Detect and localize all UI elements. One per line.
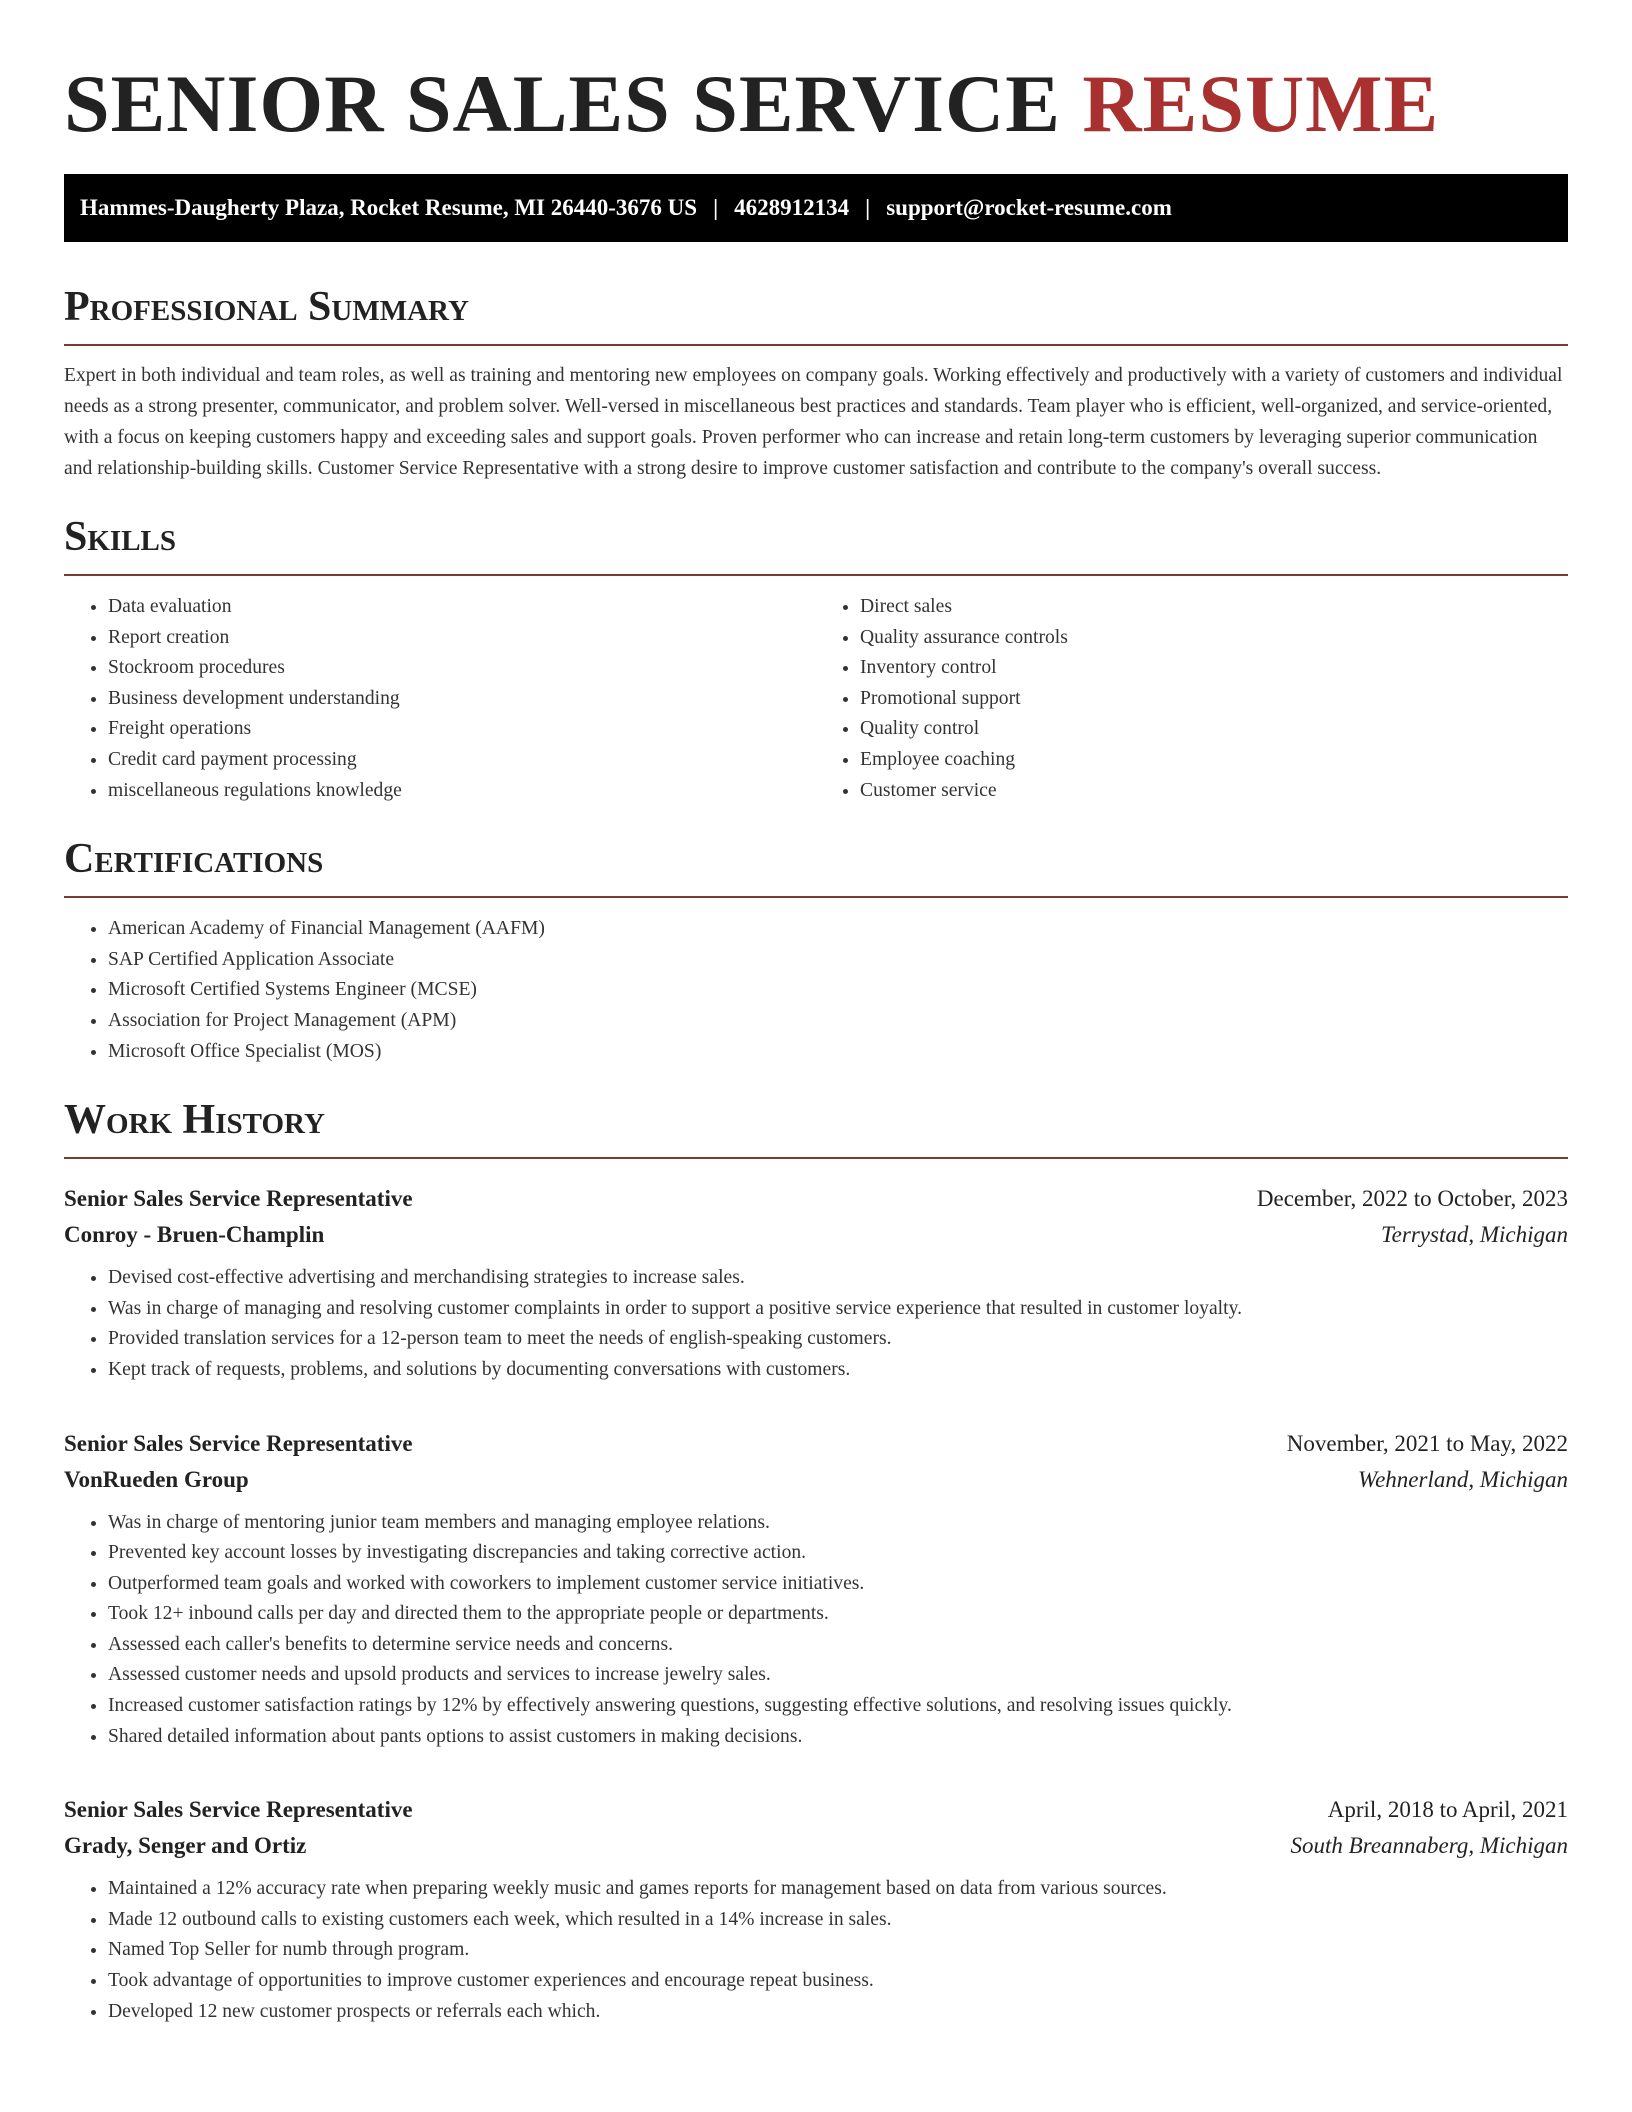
skill-item: • Quality assurance controls: [860, 623, 1568, 654]
job-company-row: [64, 1462, 1568, 1498]
skill-item: • Employee coaching: [860, 745, 1568, 776]
certification-item: • Microsoft Office Specialist (MOS): [108, 1037, 1568, 1068]
work-history-heading: Work History: [64, 1095, 1568, 1159]
skills-heading: Skills: [64, 512, 1568, 576]
skill-item: • Inventory control: [860, 653, 1568, 684]
skill-item: • Quality control: [860, 714, 1568, 745]
job-entry: [64, 1792, 1568, 2027]
job-location: Terrystad, Michigan: [1381, 1222, 1568, 1248]
certifications-section: [64, 834, 1568, 1067]
skill-item: • Promotional support: [860, 684, 1568, 715]
job-bullets: [64, 1508, 1568, 1753]
certification-item: • SAP Certified Application Associate: [108, 945, 1568, 976]
job-company: Conroy - Bruen-Champlin: [64, 1222, 325, 1248]
skills-list-right: [816, 592, 1568, 806]
job-bullets: [64, 1263, 1568, 1385]
job-bullet: • Shared detailed information about pants options to assist customers in making decisions.: [108, 1722, 1568, 1753]
job-location: South Breannaberg, Michigan: [1290, 1833, 1568, 1859]
skill-item: • Direct sales: [860, 592, 1568, 623]
resume-page: [64, 0, 1568, 2027]
contact-email: support@rocket-resume.com: [886, 195, 1172, 220]
job-location: Wehnerland, Michigan: [1358, 1466, 1568, 1492]
job-bullet: • Maintained a 12% accuracy rate when preparing weekly music and games reports for management based on data from various sources.: [108, 1874, 1568, 1905]
job-bullet: • Kept track of requests, problems, and solutions by documenting conversations with customers.: [108, 1355, 1568, 1386]
contact-address: Hammes-Daugherty Plaza, Rocket Resume, MI 26440-3676 US: [80, 195, 698, 220]
job-bullets: [64, 1874, 1568, 2027]
work-history-section: [64, 1095, 1568, 2027]
job-bullet: • Was in charge of mentoring junior team members and managing employee relations.: [108, 1508, 1568, 1539]
certifications-list: [64, 914, 1568, 1067]
skill-item: • Report creation: [108, 623, 816, 654]
job-entry: [64, 1426, 1568, 1753]
job-bullet: • Made 12 outbound calls to existing customers each week, which resulted in a 14% increase in sales.: [108, 1905, 1568, 1936]
skills-grid: [64, 576, 1568, 806]
contact-separator: |: [865, 195, 871, 220]
job-company: VonRueden Group: [64, 1466, 249, 1492]
job-bullet: • Provided translation services for a 12-person team to meet the needs of english-speaking customers.: [108, 1324, 1568, 1355]
job-dates: December, 2022 to October, 2023: [1256, 1186, 1568, 1212]
skills-list-left: [64, 592, 816, 806]
job-bullet: • Named Top Seller for numb through program.: [108, 1935, 1568, 1966]
professional-summary-heading: Professional Summary: [64, 282, 1568, 346]
certifications-heading: Certifications: [64, 834, 1568, 898]
job-company-row: [64, 1828, 1568, 1864]
job-bullet: • Prevented key account losses by investigating discrepancies and taking corrective action.: [108, 1538, 1568, 1569]
certification-item: • Microsoft Certified Systems Engineer (MCSE): [108, 975, 1568, 1006]
professional-summary-text: Expert in both individual and team roles, as well as training and mentoring new employees on company goals. Working effectively and productively with a variety of customers and individual needs as a strong presenter, communicator, and problem solver. Well-versed in miscellaneous best practices and standards. Team player who is efficient, well-organized, and service-oriented, with a focus on keeping customers happy and exceeding sales and support goals. Proven performer who can increase and retain long-term customers by leveraging superior communication and relationship-building skills. Customer Service Representative with a strong desire to improve customer satisfaction and contribute to the company's overall success.: [64, 365, 1563, 479]
job-bullet: • Took advantage of opportunities to improve customer experiences and encourage repeat business.: [108, 1966, 1568, 1997]
job-bullet: • Devised cost-effective advertising and merchandising strategies to increase sales.: [108, 1263, 1568, 1294]
skill-item: • Freight operations: [108, 714, 816, 745]
skill-item: • Customer service: [860, 776, 1568, 807]
job-header-row: [64, 1426, 1568, 1462]
contact-phone: 4628912134: [734, 195, 850, 220]
job-bullet: • Developed 12 new customer prospects or referrals each which.: [108, 1997, 1568, 2028]
certification-item: • American Academy of Financial Management (AAFM): [108, 914, 1568, 945]
resume-title-accent: RESUME: [1082, 58, 1440, 149]
job-bullet: • Increased customer satisfaction ratings by 12% by effectively answering questions, suggesting effective solutions, and resolving issues quickly.: [108, 1691, 1568, 1722]
contact-bar: [64, 174, 1568, 242]
professional-summary-section: [64, 282, 1568, 484]
skill-item: • Business development understanding: [108, 684, 816, 715]
job-bullet: • Outperformed team goals and worked with coworkers to implement customer service initiatives.: [108, 1569, 1568, 1600]
certification-item: • Association for Project Management (APM): [108, 1006, 1568, 1037]
job-dates: November, 2021 to May, 2022: [1286, 1430, 1568, 1456]
skill-item: • Credit card payment processing: [108, 745, 816, 776]
job-bullet: • Assessed each caller's benefits to determine service needs and concerns.: [108, 1630, 1568, 1661]
job-dates: April, 2018 to April, 2021: [1327, 1797, 1568, 1823]
job-company-row: [64, 1217, 1568, 1253]
contact-separator: |: [713, 195, 719, 220]
resume-title-main: SENIOR SALES SERVICE: [64, 58, 1061, 149]
job-company: Grady, Senger and Ortiz: [64, 1833, 307, 1859]
skills-section: [64, 512, 1568, 806]
skill-item: • Stockroom procedures: [108, 653, 816, 684]
job-title: Senior Sales Service Representative: [64, 1430, 413, 1456]
skill-item: • miscellaneous regulations knowledge: [108, 776, 816, 807]
job-header-row: [64, 1181, 1568, 1217]
job-entry: [64, 1181, 1568, 1385]
job-bullet: • Took 12+ inbound calls per day and directed them to the appropriate people or departments.: [108, 1599, 1568, 1630]
job-title: Senior Sales Service Representative: [64, 1797, 413, 1823]
job-bullet: • Was in charge of managing and resolving customer complaints in order to support a positive service experience that resulted in customer loyalty.: [108, 1294, 1568, 1325]
resume-title: [64, 0, 1568, 150]
job-header-row: [64, 1792, 1568, 1828]
job-bullet: • Assessed customer needs and upsold products and services to increase jewelry sales.: [108, 1660, 1568, 1691]
skill-item: • Data evaluation: [108, 592, 816, 623]
job-title: Senior Sales Service Representative: [64, 1186, 413, 1212]
